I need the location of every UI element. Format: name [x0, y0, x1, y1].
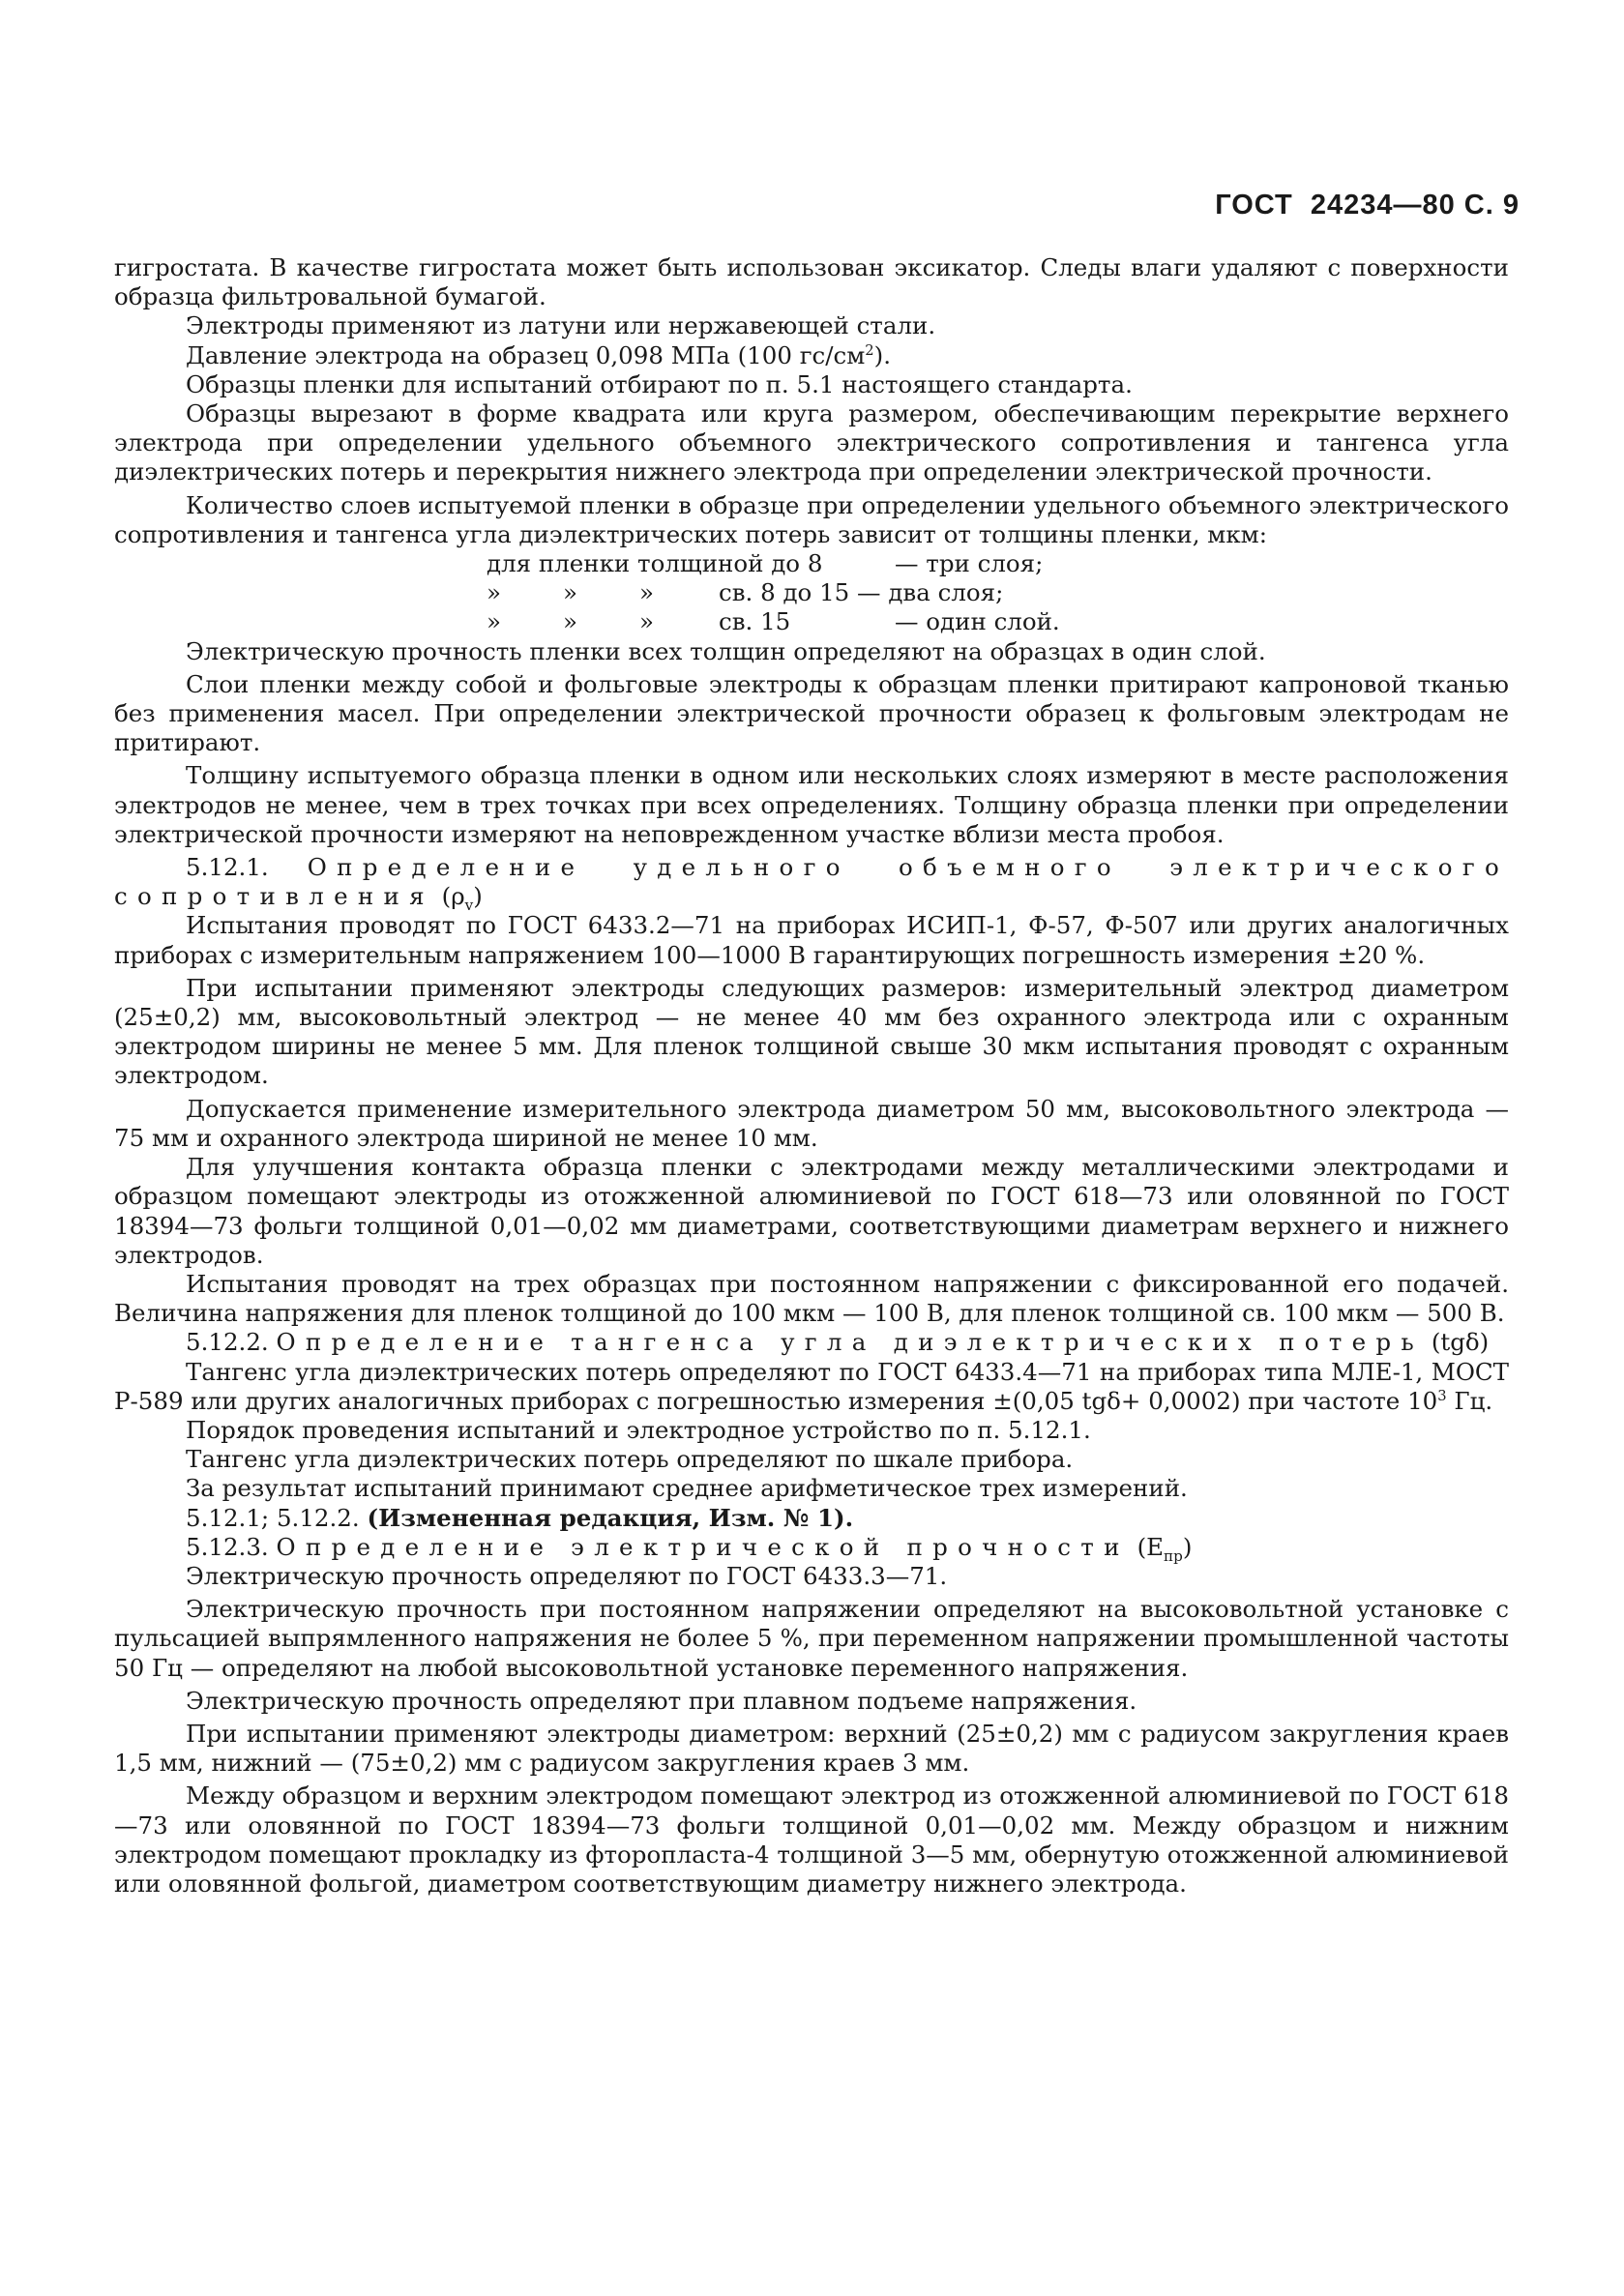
section-number: 5.12.1. — [186, 853, 269, 882]
paragraph-text: Давление электрода на образец 0,098 МПа (100 гс/см — [186, 340, 866, 369]
paragraph: Электрическую прочность определяют по ГОСТ 6433.3—71. — [186, 1561, 948, 1590]
paragraph-text: ). — [873, 340, 892, 369]
thickness-condition: св. 15 — [719, 607, 791, 636]
section-number: 5.12.2. — [186, 1328, 269, 1357]
ditto-mark: » — [563, 578, 577, 607]
paragraph: При испытании применяют электроды диаметром: верхний (25±0,2) мм с радиусом закругления краев 1,5 мм, нижний — (75±0,2) мм с радиусом закругления краев 3 мм. — [114, 1719, 1509, 1778]
paragraph-text: 5.12.1; 5.12.2. — [186, 1503, 368, 1532]
paragraph: За результат испытаний принимают среднее арифметическое трех измерений. — [186, 1474, 1188, 1503]
paragraph: Электроды применяют из латуни или нержавеющей стали. — [186, 311, 936, 340]
paragraph: Слои пленки между собой и фольговые электроды к образцам пленки притирают капроновой тканью без применения масел. При определении электрической прочности образец к фольговым электродам не притирают. — [114, 669, 1509, 757]
paragraph: Порядок проведения испытаний и электродное устройство по п. 5.12.1. — [186, 1415, 1091, 1444]
ditto-mark: » — [563, 607, 577, 636]
paragraph: Допускается применение измерительного электрода диаметром 50 мм, высоковольтного электрода — 75 мм и охранного электрода шириной не менее 10 мм. — [114, 1094, 1509, 1152]
paragraph-text: Тангенс угла диэлектрических потерь определяют по ГОСТ 6433.4—71 на приборах типа МЛЕ-1, МОСТ Р-589 или других аналогичных приборах с погрешностью измерения ±(0,05 tgδ+ 0,0002) при частоте 10 — [114, 1357, 1509, 1415]
paragraph: Испытания проводят на трех образцах при постоянном напряжении с фиксированной его подачей. Величина напряжения для пленок толщиной до 100 мкм — 100 В, для пленок толщиной св. 100 мкм — 500 В. — [114, 1269, 1509, 1328]
paragraph: Тангенс угла диэлектрических потерь определяют по шкале прибора. — [186, 1445, 1074, 1474]
section-title: Определение тангенса угла диэлектрических потерь — [276, 1328, 1425, 1357]
amendment-note — [114, 1504, 1509, 1533]
paragraph: гигростата. В качестве гигростата может быть использован эксикатор. Следы влаги удаляют с поверхности образца фильтровальной бумагой. — [114, 253, 1509, 311]
thickness-layers: св. 8 до 15 — два слоя; — [719, 578, 1004, 607]
section-symbol: ) — [473, 882, 483, 911]
paragraph-text: Гц. — [1446, 1386, 1493, 1415]
paragraph: Электрическую прочность при постоянном напряжении определяют на высоковольтной установке с пульсацией выпрямленного напряжения не более 5 %, при переменном напряжении промышленной частоты 50 Гц — определяют на любой высоковольтной установке переменного напряжения. — [114, 1595, 1509, 1682]
paragraph: Образцы вырезают в форме квадрата или круга размером, обеспечивающим перекрытие верхнего электрода при определении удельного объемного электрического сопротивления и тангенса угла диэлектрических потерь и перекрытия нижнего электрода при определении электрической прочности. — [114, 399, 1509, 486]
section-symbol: (E — [1137, 1532, 1165, 1561]
paragraph: При испытании применяют электроды следующих размеров: измерительный электрод диаметром (25±0,2) мм, высоковольтный электрод — не менее 40 мм без охранного электрода или с охранным электродом ширины не менее 5 мм. Для пленок толщиной свыше 30 мкм испытания проводят с охранным электродом. — [114, 973, 1509, 1090]
paragraph: Электрическую прочность пленки всех толщин определяют на образцах в один слой. — [186, 636, 1266, 665]
paragraph: Образцы пленки для испытаний отбирают по п. 5.1 настоящего стандарта. — [186, 369, 1133, 398]
section-number: 5.12.3. — [186, 1532, 269, 1561]
thickness-condition: для пленки толщиной до 8 — [487, 549, 823, 578]
paragraph: Испытания проводят по ГОСТ 6433.2—71 на приборах ИСИП-1, Ф-57, Ф-507 или других аналогичных приборах с измерительным напряжением 100—1000 В гарантирующих погрешность измерения ±20 %. — [114, 911, 1509, 969]
paragraph: Для улучшения контакта образца пленки с электродами между металлическими электродами и образцом помещают электроды из отожженной алюминиевой по ГОСТ 618—73 или оловянной по ГОСТ 18394—73 фольги толщиной 0,01—0,02 мм диаметрами, соответствующими диаметрам верхнего и нижнего электродов. — [114, 1153, 1509, 1269]
subscript: пр — [1164, 1546, 1183, 1565]
ditto-mark: » — [639, 607, 654, 636]
thickness-layers: — один слой. — [895, 607, 1060, 636]
document-body — [114, 253, 1509, 1899]
section-heading-5-12-2 — [114, 1328, 1509, 1357]
paragraph: Количество слоев испытуемой пленки в образце при определении удельного объемного электрического сопротивления и тангенса угла диэлектрических потерь зависит от толщины пленки, мкм: — [114, 490, 1509, 548]
section-heading-5-12-1 — [114, 853, 1509, 915]
superscript: 2 — [865, 341, 874, 359]
paragraph: Толщину испытуемого образца пленки в одном или нескольких слоях измеряют в месте расположения электродов не менее, чем в трех точках при всех определениях. Толщину образца пленки при определении электрической прочности измеряют на неповрежденном участке вблизи места пробоя. — [114, 761, 1509, 848]
section-symbol: (tgδ) — [1431, 1328, 1490, 1357]
thickness-layers: — три слоя; — [895, 549, 1044, 578]
section-symbol: ) — [1182, 1532, 1193, 1561]
ditto-mark: » — [487, 578, 501, 607]
thickness-row — [487, 607, 1164, 636]
paragraph: Между образцом и верхним электродом помещают электрод из отожженной алюминиевой по ГОСТ 618—73 или оловянной по ГОСТ 18394—73 фольги толщиной 0,01—0,02 мм. Между образцом и нижним электродом помещают прокладку из фторопласта-4 толщиной 3—5 мм, обернутую отожженной алюминиевой или оловянной фольгой, диаметром соответствующим диаметру нижнего электрода. — [114, 1781, 1509, 1898]
paragraph — [114, 1358, 1509, 1416]
thickness-list — [487, 549, 1164, 637]
section-heading-5-12-3 — [114, 1532, 1509, 1565]
subscript: v — [464, 897, 474, 915]
amendment-label: (Измененная редакция, Изм. № 1). — [367, 1503, 854, 1532]
section-title: Определение электрической прочности — [276, 1532, 1130, 1561]
ditto-mark: » — [639, 578, 654, 607]
thickness-row — [487, 578, 1164, 607]
superscript: 3 — [1437, 1387, 1447, 1404]
thickness-row — [487, 549, 1164, 578]
section-symbol: (ρ — [441, 882, 465, 911]
paragraph: Электрическую прочность определяют при плавном подъеме напряжения. — [186, 1686, 1137, 1715]
page-header: ГОСТ 24234—80 С. 9 — [1215, 190, 1520, 221]
ditto-mark: » — [487, 607, 501, 636]
section-title: Определение удельного объемного электрического сопротивления — [114, 853, 1509, 911]
paragraph — [114, 341, 1509, 370]
